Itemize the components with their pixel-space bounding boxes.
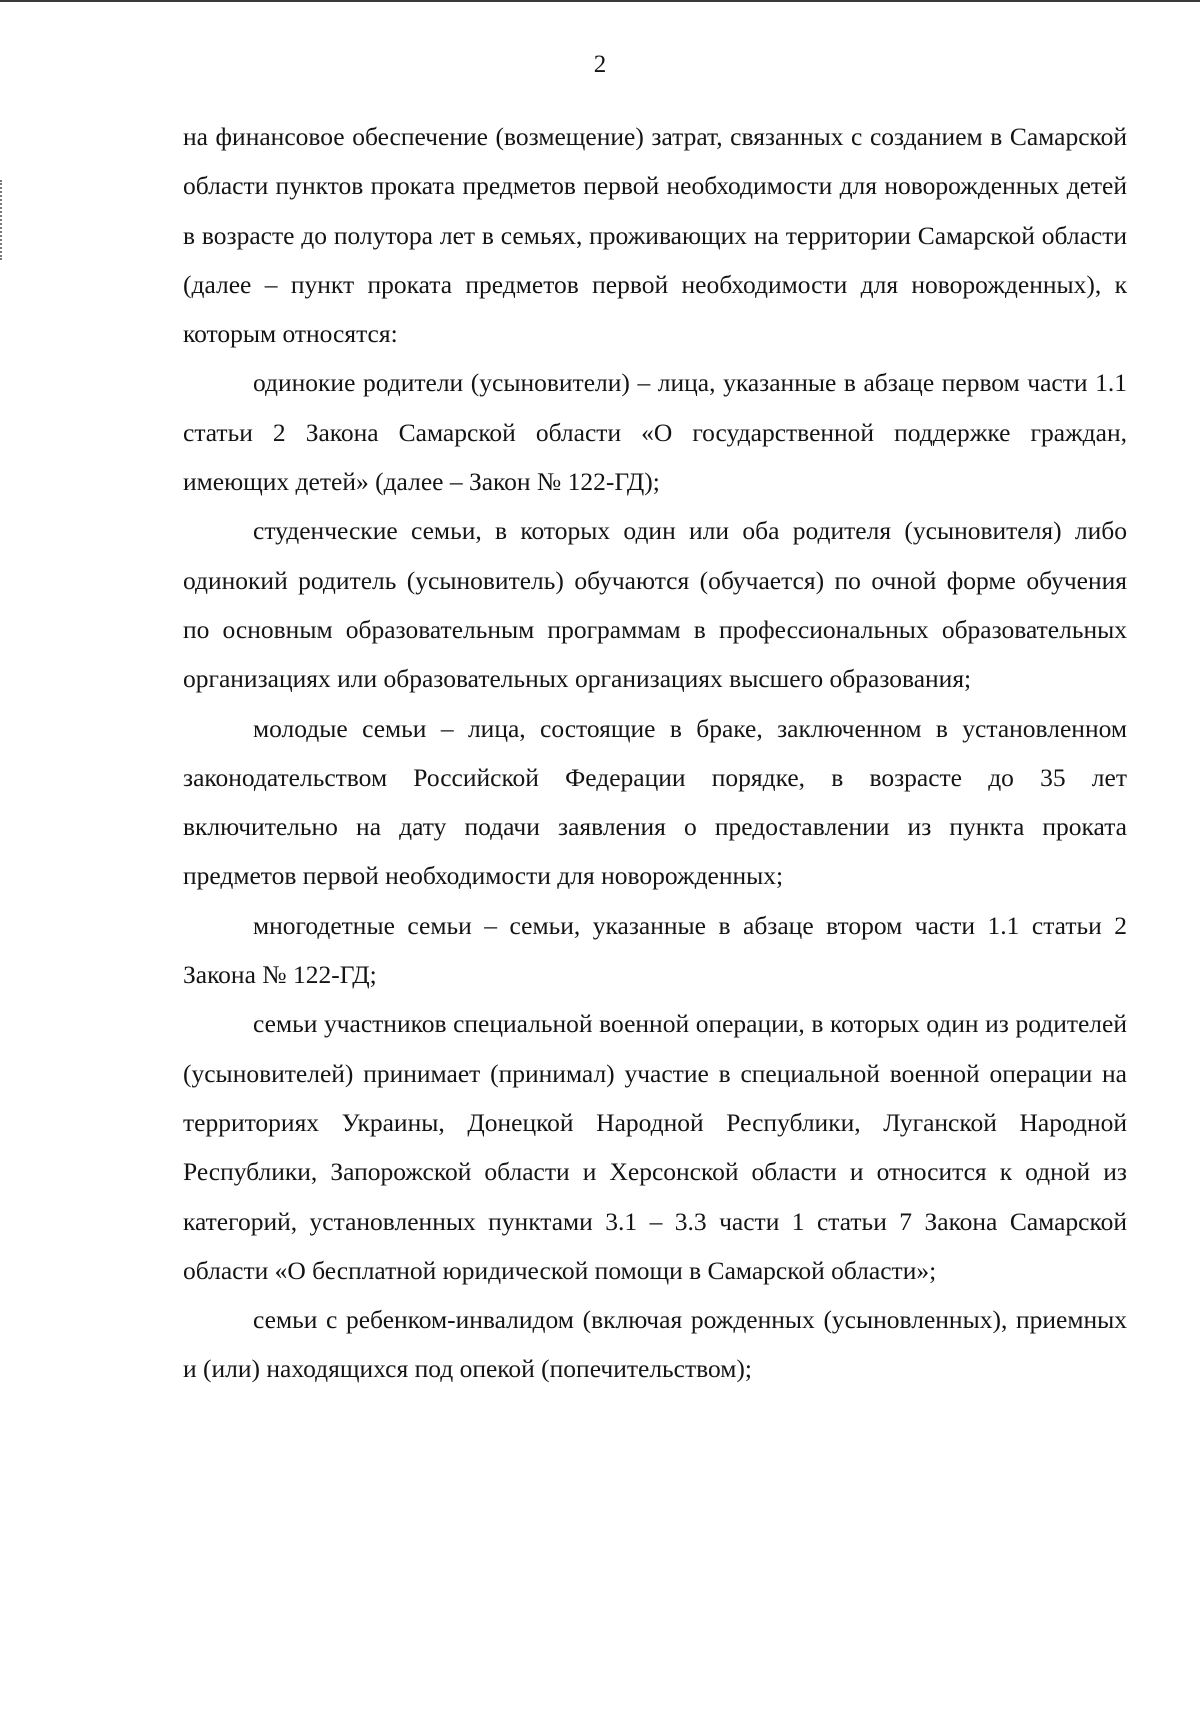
paragraph-large-families: многодетные семьи – семьи, указанные в абзаце втором части 1.1 статьи 2 Закона № 122-ГД; — [183, 910, 1127, 990]
paragraph-student-families: студенческие семьи, в которых один или оба родителя (усыновителя) либо одинокий родитель (усыновитель) обучаются (обучается) по очной форме обучения по основным образовательным программам в профессиональных образовательных организациях или образовательных организациях высшего образования; — [183, 516, 1127, 694]
paragraph-young-families: молодые семьи – лица, состоящие в браке, заключенном в установленном законодательством Российской Федерации порядке, в возрасте до 35 лет включительно на дату подачи заявления о предоставлении из пункта проката предметов первой необходимости для новорожденных; — [183, 713, 1127, 891]
paragraph-single-parents: одинокие родители (усыновители) – лица, указанные в абзаце первом части 1.1 статьи 2 Закона Самарской области «О государственной поддержке граждан, имеющих детей» (далее – Закон № 122-ГД); — [183, 368, 1127, 497]
scan-top-edge — [0, 0, 1200, 2]
page-number: 2 — [593, 51, 607, 78]
document-body — [183, 112, 1127, 1394]
paragraph-military-families: семьи участников специальной военной операции, в которых один из родителей (усыновителей) принимает (принимал) участие в специальной военной операции на территориях Украины, Донецкой Народной Республики, Луганской Народной Республики, Запорожской области и Херсонской области и относится к одной из категорий, установленных пунктами 3.1 – 3.3 части 1 статьи 7 Закона Самарской области «О бесплатной юридической помощи в Самарской области»; — [183, 1009, 1127, 1285]
paragraph-continuation: на финансовое обеспечение (возмещение) затрат, связанных с созданием в Самарской области пунктов проката предметов первой необходимости для новорожденных детей в возрасте до полутора лет в семьях, проживающих на территории Самарской области (далее – пункт проката предметов первой необходимости для новорожденных), к которым относятся: — [183, 122, 1127, 349]
paragraph-disabled-child-families: семьи с ребенком-инвалидом (включая рожденных (усыновленных), приемных и (или) находящихся под опекой (попечительством); — [183, 1305, 1127, 1384]
scan-edge-marks — [0, 180, 5, 260]
